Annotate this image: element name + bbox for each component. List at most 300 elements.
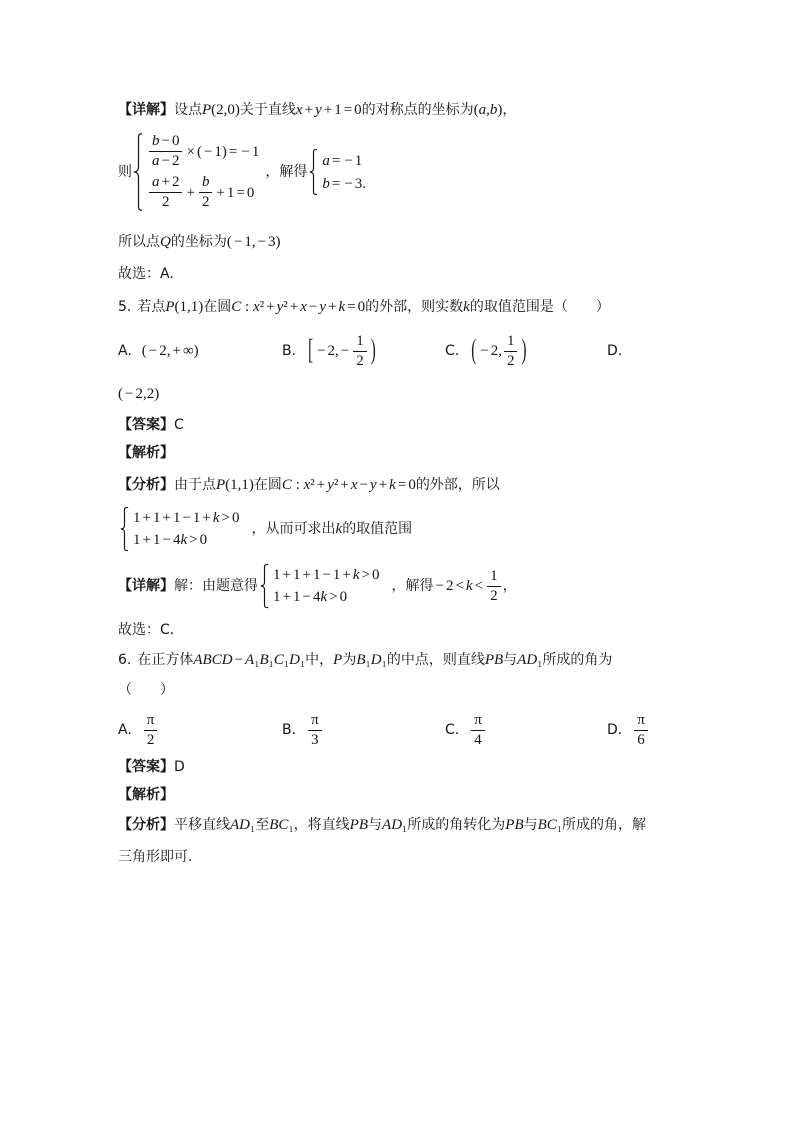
math-variable: k <box>465 578 473 594</box>
option-letter: A. <box>118 722 132 738</box>
numerator <box>199 174 213 193</box>
left-brace-shape <box>134 133 143 211</box>
line-label: AD₁ <box>517 652 543 668</box>
close-bracket: ) <box>370 335 376 367</box>
numerator: π <box>308 712 322 731</box>
segment-label: B₁D₁ <box>356 652 387 668</box>
text: 与 <box>523 817 538 833</box>
text: 平移直线 <box>174 817 230 833</box>
point-label <box>160 232 171 252</box>
equation-rest: × ( − 1) = − 1 <box>186 143 260 160</box>
inequality-system <box>260 564 380 608</box>
answer-tag: 【答案】 <box>118 759 174 775</box>
option-letter: A. <box>118 343 132 359</box>
text: 所成的角转化为 <box>407 817 506 833</box>
analysis-tag: 【解析】 <box>118 445 174 461</box>
fenxi-tag: 【分析】 <box>118 817 174 833</box>
period: . <box>362 175 367 192</box>
point-label <box>165 297 174 317</box>
math-variable: B <box>269 817 279 833</box>
math-variable: A <box>245 652 255 668</box>
text: 与 <box>368 817 383 833</box>
q4-system-line <box>118 133 368 211</box>
text: 在圆 <box>203 299 232 315</box>
left-brace <box>120 507 129 551</box>
text: 的外部，所以 <box>415 477 500 493</box>
option-d <box>607 331 632 371</box>
math-variable: D <box>526 652 538 668</box>
inequality-system <box>120 507 240 551</box>
math-variable: k <box>335 521 343 537</box>
circle-equation: C : x² + y² + x − y + k = 0 <box>231 299 366 315</box>
numerator: π <box>634 712 648 731</box>
text: ，解得 <box>265 164 308 180</box>
math-variable: k <box>212 510 220 526</box>
line-equation: x + y + 1 = 0 <box>295 102 362 118</box>
math-operator: − <box>340 343 350 359</box>
math-operator: < <box>474 578 484 594</box>
text: ， <box>502 102 517 118</box>
math-operator: < <box>455 578 464 594</box>
math-variable: D <box>239 817 251 833</box>
equation-row <box>147 174 259 211</box>
math-operator: + <box>340 477 349 493</box>
denominator: 2 <box>490 587 498 604</box>
math-variable: D <box>391 817 403 833</box>
math-variable: P <box>216 477 226 493</box>
math-operator: − <box>317 343 326 359</box>
text: 的坐标为 <box>170 234 227 250</box>
math-variable: y <box>315 102 322 118</box>
fraction <box>308 712 322 749</box>
text: ，解得 <box>391 578 434 594</box>
math-operator: − <box>203 143 213 160</box>
math-variable: B <box>356 652 366 668</box>
math-variable: P <box>349 817 359 833</box>
denominator: 4 <box>474 731 482 748</box>
fraction <box>471 712 485 749</box>
math-variable: B <box>358 817 369 833</box>
line-label: BC₁ <box>537 817 563 833</box>
q5-options <box>118 331 678 371</box>
math-operator: − <box>308 299 318 315</box>
choice-text: 故选：C． <box>118 622 184 638</box>
inequality-rows <box>133 507 240 551</box>
math-variable: a <box>152 174 160 190</box>
open-bracket: [ <box>308 335 314 367</box>
inequality-row <box>133 507 240 529</box>
math-operator: − <box>322 567 331 583</box>
math-operator: = <box>236 184 245 201</box>
math-variable: x <box>303 477 311 493</box>
text: 在圆 <box>253 477 282 493</box>
math-variable: x <box>252 299 260 315</box>
math-variable: P <box>202 102 212 118</box>
inequality: 1 + 1 + 1 − 1 + k > 0 <box>273 567 380 583</box>
equation-rest: + 1 = 0 <box>216 184 255 201</box>
point-label <box>202 100 211 120</box>
math-operator: + <box>142 510 151 526</box>
numerator: 1 <box>353 333 367 352</box>
math-operator: − <box>257 234 267 250</box>
inequality-rows <box>273 564 380 608</box>
math-operator: − <box>344 152 353 169</box>
math-variable: C <box>546 817 557 833</box>
left-brace <box>309 149 318 195</box>
math-variable: C <box>278 817 289 833</box>
math-operator: + <box>266 299 275 315</box>
left-brace-path <box>121 507 128 550</box>
q6-analysis-line <box>118 785 174 805</box>
denominator: a − 2 <box>152 153 180 169</box>
math-operator: > <box>329 589 338 605</box>
math-operator: + <box>302 567 311 583</box>
math-operator: + <box>202 510 211 526</box>
math-variable: P <box>505 817 515 833</box>
fraction <box>353 333 367 370</box>
math-variable: P <box>484 652 494 668</box>
math-variable: C <box>231 299 242 315</box>
line-label <box>350 815 368 835</box>
option-letter: D. <box>607 343 623 359</box>
solution-rows <box>322 149 366 195</box>
q6-fenxi-continued-line <box>118 847 192 867</box>
detail-tag: 【详解】 <box>118 578 174 594</box>
solution-a: a = − 1 <box>322 152 363 169</box>
option-a <box>118 710 159 750</box>
q5-fenxi-line <box>118 475 500 495</box>
math-variable: B <box>494 652 504 668</box>
left-brace-shape <box>120 507 129 551</box>
line-label: AD₁ <box>382 817 408 833</box>
text: ， <box>502 578 517 594</box>
denominator: 6 <box>637 731 645 748</box>
inequality-row <box>133 529 240 551</box>
fraction <box>149 174 182 211</box>
point-label <box>333 650 342 670</box>
text: 所以点 <box>118 234 160 250</box>
math-operator: = <box>331 152 341 169</box>
math-operator: + <box>323 102 333 118</box>
left-brace-path <box>261 564 268 607</box>
inequality: 1 + 1 − 4k > 0 <box>273 589 348 605</box>
text: ，从而可求出 <box>251 521 336 537</box>
text: 所成的角，解 <box>562 817 647 833</box>
inequality-row <box>273 564 380 586</box>
symmetric-point-coords: (a,b) <box>473 102 503 118</box>
math-variable: y <box>327 477 334 493</box>
q6-blank-line <box>118 680 174 700</box>
math-operator: − <box>480 343 489 359</box>
solution-row <box>322 150 366 172</box>
math-variable: A <box>230 817 240 833</box>
math-variable: a <box>322 152 330 169</box>
circle-equation: C : x² + y² + x − y + k = 0 <box>281 477 416 493</box>
point-coords: (1,1) <box>225 477 254 493</box>
cube-label: ABCD − A₁B₁C₁D₁ <box>193 652 306 668</box>
fraction <box>144 712 158 749</box>
open-bracket: ( <box>471 335 477 367</box>
math-variable: a <box>152 153 160 169</box>
q5-detail-line <box>118 564 517 608</box>
math-variable: B <box>537 817 547 833</box>
text: 中， <box>305 652 334 668</box>
text: 的外部，则实数 <box>365 299 464 315</box>
math-variable: x <box>300 299 307 315</box>
text: ，将直线 <box>293 817 350 833</box>
math-variable: b <box>489 102 498 118</box>
option-letter: C. <box>445 722 460 738</box>
text: 解：由题意得 <box>174 578 258 594</box>
left-brace-shape <box>260 564 269 608</box>
math-operator: + <box>342 567 351 583</box>
math-variable: b <box>201 174 210 190</box>
option-b <box>282 710 324 750</box>
math-operator: − <box>161 133 170 149</box>
line-label: BC₁ <box>269 817 294 833</box>
math-variable: y <box>276 299 284 315</box>
math-variable: x <box>295 102 303 118</box>
option-c <box>445 710 487 750</box>
close-bracket: ) <box>521 335 527 367</box>
q5-analysis-line <box>118 443 174 463</box>
math-operator: + <box>186 184 195 201</box>
q4-choice-line <box>118 264 174 284</box>
equation-row <box>147 133 259 170</box>
fraction <box>487 568 501 605</box>
option-value: ( − 2, + ∞) <box>141 343 199 359</box>
option-value: − 2, − <box>317 343 350 359</box>
option-letter: C. <box>445 343 460 359</box>
fraction <box>504 333 518 370</box>
variable-k <box>336 519 343 539</box>
denominator: 2 <box>146 731 155 748</box>
text: 的取值范围是（ ） <box>469 299 610 315</box>
math-variable: A <box>193 652 203 668</box>
math-variable: B <box>514 817 524 833</box>
denominator: 2 <box>161 194 170 210</box>
math-operator: − <box>162 532 171 548</box>
math-operator: > <box>189 532 198 548</box>
q5-fenxi-system-line <box>118 507 412 551</box>
math-operator: = <box>343 102 353 118</box>
math-variable: b <box>322 175 330 192</box>
q4-detail-line <box>118 100 516 120</box>
math-operator: + <box>161 174 170 190</box>
math-variable: P <box>333 652 343 668</box>
math-variable: B <box>259 652 269 668</box>
math-operator: = <box>331 175 341 192</box>
solution-system <box>309 149 366 195</box>
math-operator: − <box>148 343 158 359</box>
solution-b: b = − 3 <box>322 175 363 192</box>
math-variable: B <box>202 652 212 668</box>
q6-question-line <box>118 650 612 670</box>
math-operator: − <box>161 153 170 169</box>
option-value: − 2, <box>480 343 502 359</box>
math-variable: k <box>180 532 188 548</box>
left-brace <box>134 133 143 211</box>
option-d-value-line <box>118 384 159 404</box>
inequality: 1 + 1 − 4k > 0 <box>133 532 208 548</box>
q5-answer-line <box>118 415 184 435</box>
left-brace <box>260 564 269 608</box>
analysis-tag: 【解析】 <box>118 787 174 803</box>
denominator: 2 <box>356 352 364 369</box>
math-operator: > <box>221 510 231 526</box>
point-coords: (2,0) <box>211 102 240 118</box>
question-number: 6. <box>118 652 132 668</box>
math-operator: + <box>316 477 326 493</box>
option-b <box>282 331 378 371</box>
math-operator: = <box>397 477 407 493</box>
numerator: π <box>471 712 485 731</box>
text: 三角形即可. <box>118 849 193 865</box>
numerator: a + 2 <box>149 174 182 193</box>
inequality-row <box>273 586 380 608</box>
point-coords: (1,1) <box>174 299 204 315</box>
left-brace-path <box>310 149 317 194</box>
choice-text: 故选：A. <box>118 266 174 282</box>
option-letter: D. <box>607 722 623 738</box>
math-operator: + <box>162 510 171 526</box>
denominator: 2 <box>201 194 210 210</box>
variable-k <box>463 297 470 317</box>
text: 设点 <box>174 102 202 118</box>
fenxi-tag: 【分析】 <box>118 477 174 493</box>
math-variable: y <box>319 299 327 315</box>
text: 所成的角为 <box>542 652 613 668</box>
answer-value: C <box>174 417 184 433</box>
math-variable: k <box>463 299 470 315</box>
q5-choice-line <box>118 620 184 640</box>
numerator: 1 <box>487 568 501 587</box>
point-coords: ( − 1, − 3) <box>226 234 281 250</box>
answer-value: D <box>174 759 185 775</box>
text: 关于直线 <box>239 102 296 118</box>
q6-answer-line <box>118 757 185 777</box>
math-variable: Q <box>160 234 171 250</box>
left-brace-path <box>135 134 142 210</box>
text: 由于点 <box>174 477 216 493</box>
text: 为 <box>342 652 357 668</box>
math-variable: y <box>370 477 377 493</box>
numerator: 1 <box>504 333 518 352</box>
math-operator: − <box>233 234 243 250</box>
math-operator: + <box>282 567 291 583</box>
math-operator: + <box>172 343 181 359</box>
q6-options <box>118 710 678 750</box>
plus-sign <box>184 182 196 204</box>
numerator: π <box>144 712 158 731</box>
math-variable: D <box>221 652 233 668</box>
left-brace-shape <box>309 149 318 195</box>
fraction <box>634 712 648 749</box>
answer-blank: （ ） <box>118 682 174 698</box>
q6-fenxi-line <box>118 815 646 835</box>
math-operator: + <box>216 184 225 201</box>
math-operator: = <box>228 143 238 160</box>
math-variable: A <box>382 817 392 833</box>
math-operator: − <box>302 589 311 605</box>
math-variable: a <box>478 102 487 118</box>
numerator: b − 0 <box>149 133 182 152</box>
option-letter: B. <box>282 343 297 359</box>
q4-conclusion-line <box>118 232 281 252</box>
option-letter: B. <box>282 722 297 738</box>
option-a <box>118 331 199 371</box>
denominator: 3 <box>311 731 319 748</box>
detail-tag: 【详解】 <box>118 102 174 118</box>
equation-system <box>134 133 259 211</box>
math-variable: D <box>370 652 382 668</box>
text: 的取值范围 <box>342 521 413 537</box>
math-operator: − <box>234 652 244 668</box>
math-operator: + <box>142 532 151 548</box>
math-variable: P <box>165 299 175 315</box>
q5-question-line <box>118 297 610 317</box>
math-variable: C <box>281 477 292 493</box>
math-operator: + <box>378 477 388 493</box>
line-label <box>485 650 503 670</box>
solution-row <box>322 173 366 195</box>
line-label: AD₁ <box>230 817 256 833</box>
text: 与 <box>503 652 518 668</box>
point-label <box>216 475 225 495</box>
option-d <box>607 710 650 750</box>
math-variable: D <box>289 652 300 668</box>
option-value: ( − 2,2) <box>118 386 160 402</box>
math-variable: k <box>338 299 346 315</box>
text: 若点 <box>137 299 166 315</box>
line-label <box>505 815 523 835</box>
math-variable: C <box>273 652 284 668</box>
math-operator: + <box>289 299 299 315</box>
option-c <box>445 331 528 371</box>
fraction <box>149 133 182 170</box>
fraction <box>199 174 213 211</box>
equation-rows <box>147 133 259 211</box>
range-expression: − 2 < k < <box>435 578 484 594</box>
math-operator: = <box>347 299 356 315</box>
math-operator: > <box>361 567 371 583</box>
text: 则 <box>118 164 132 180</box>
text: 的对称点的坐标为 <box>361 102 474 118</box>
math-operator: + <box>328 299 337 315</box>
math-variable: k <box>320 589 328 605</box>
math-variable: x <box>350 477 358 493</box>
math-variable: C <box>211 652 222 668</box>
question-number: 5. <box>118 299 132 315</box>
answer-tag: 【答案】 <box>118 417 174 433</box>
math-variable: b <box>152 133 160 149</box>
math-operator: × <box>186 143 195 160</box>
math-operator: − <box>182 510 191 526</box>
math-operator: − <box>241 143 250 160</box>
math-variable: k <box>389 477 396 493</box>
inequality: 1 + 1 + 1 − 1 + k > 0 <box>133 510 240 526</box>
text: 的中点，则直线 <box>386 652 485 668</box>
math-variable: k <box>352 567 360 583</box>
math-variable: A <box>517 652 527 668</box>
math-operator: − <box>359 477 369 493</box>
math-operator: + <box>282 589 291 605</box>
math-operator: + <box>304 102 314 118</box>
math-operator: − <box>125 386 134 402</box>
text: 至 <box>255 817 270 833</box>
math-operator: − <box>435 578 444 594</box>
text: 在正方体 <box>137 652 194 668</box>
